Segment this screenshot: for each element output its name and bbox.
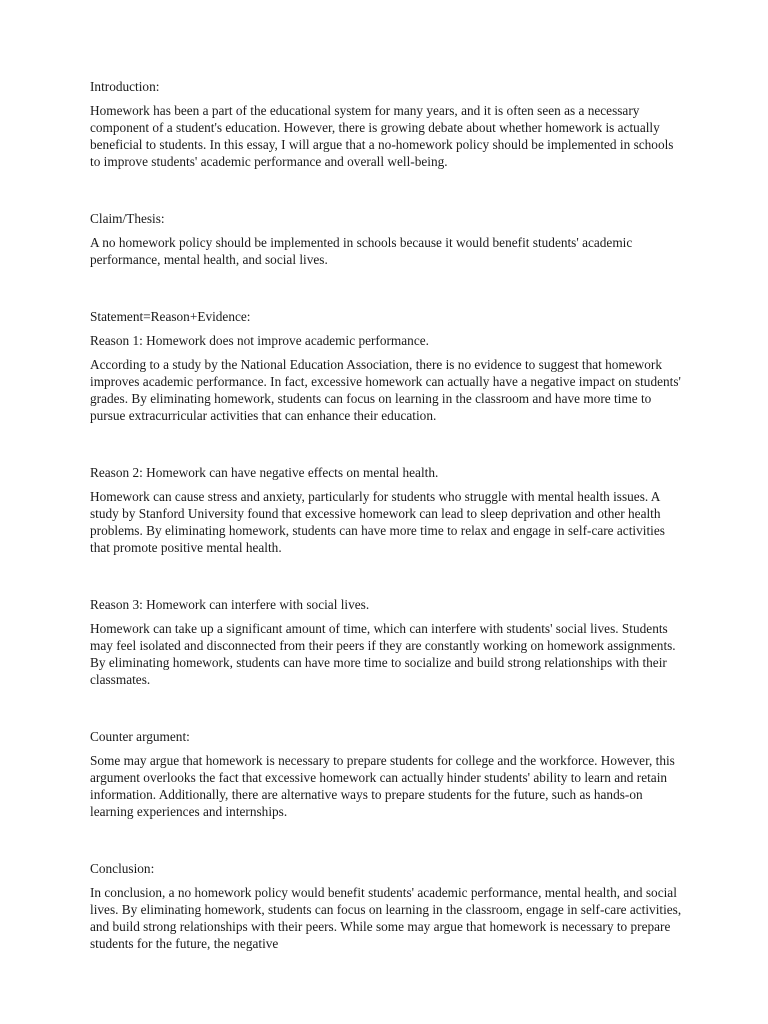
spacer (90, 268, 682, 308)
reason-2-paragraph: Homework can cause stress and anxiety, particularly for students who struggle with mental health issues. A study by Stanford University found that excessive homework can lead to sleep deprivation and other health problems. By eliminating homework, students can have more time to relax and engage in self-care activities that promote positive mental health. (90, 489, 665, 555)
spacer (90, 688, 682, 728)
counter-argument-heading: Counter argument: (90, 729, 190, 744)
spacer (90, 556, 682, 596)
statement-heading: Statement=Reason+Evidence: (90, 309, 251, 324)
document-page (90, 78, 682, 952)
introduction-paragraph: Homework has been a part of the educational system for many years, and it is often seen as a necessary component of a student's education. However, there is growing debate about whether homework is actually beneficial to students. In this essay, I will argue that a no-homework policy should be implemented in schools to improve students' academic performance and overall well-being. (90, 103, 674, 169)
reason-1-paragraph: According to a study by the National Education Association, there is no evidence to suggest that homework improves academic performance. In fact, excessive homework can actually have a negative impact on students' grades. By eliminating homework, students can focus on learning in the classroom and have more time to pursue extracurricular activities that can enhance their education. (90, 357, 681, 423)
conclusion-paragraph: In conclusion, a no homework policy would benefit students' academic performance, mental health, and social lives. By eliminating homework, students can focus on learning in the classroom, engage in self-care activities, and build strong relationships with their peers. While some may argue that homework is necessary to prepare students for the future, the negative (90, 885, 682, 951)
reason-3-paragraph: Homework can take up a significant amount of time, which can interfere with students' social lives. Students may feel isolated and disconnected from their peers if they are constantly working on homework assignments. By eliminating homework, students can have more time to socialize and build strong relationships with their classmates. (90, 621, 676, 687)
spacer (90, 820, 682, 860)
spacer (90, 424, 682, 464)
reason-1-heading: Reason 1: Homework does not improve academic performance. (90, 333, 429, 348)
reason-3-heading: Reason 3: Homework can interfere with social lives. (90, 597, 370, 612)
introduction-heading: Introduction: (90, 79, 160, 94)
conclusion-heading: Conclusion: (90, 861, 155, 876)
spacer (90, 170, 682, 210)
claim-paragraph: A no homework policy should be implemented in schools because it would benefit students' academic performance, mental health, and social lives. (90, 235, 633, 267)
claim-heading: Claim/Thesis: (90, 211, 165, 226)
counter-argument-paragraph: Some may argue that homework is necessary to prepare students for college and the workforce. However, this argument overlooks the fact that excessive homework can actually hinder students' ability to learn and retain information. Additionally, there are alternative ways to prepare students for the future, such as hands-on learning experiences and internships. (90, 753, 675, 819)
reason-2-heading: Reason 2: Homework can have negative effects on mental health. (90, 465, 439, 480)
